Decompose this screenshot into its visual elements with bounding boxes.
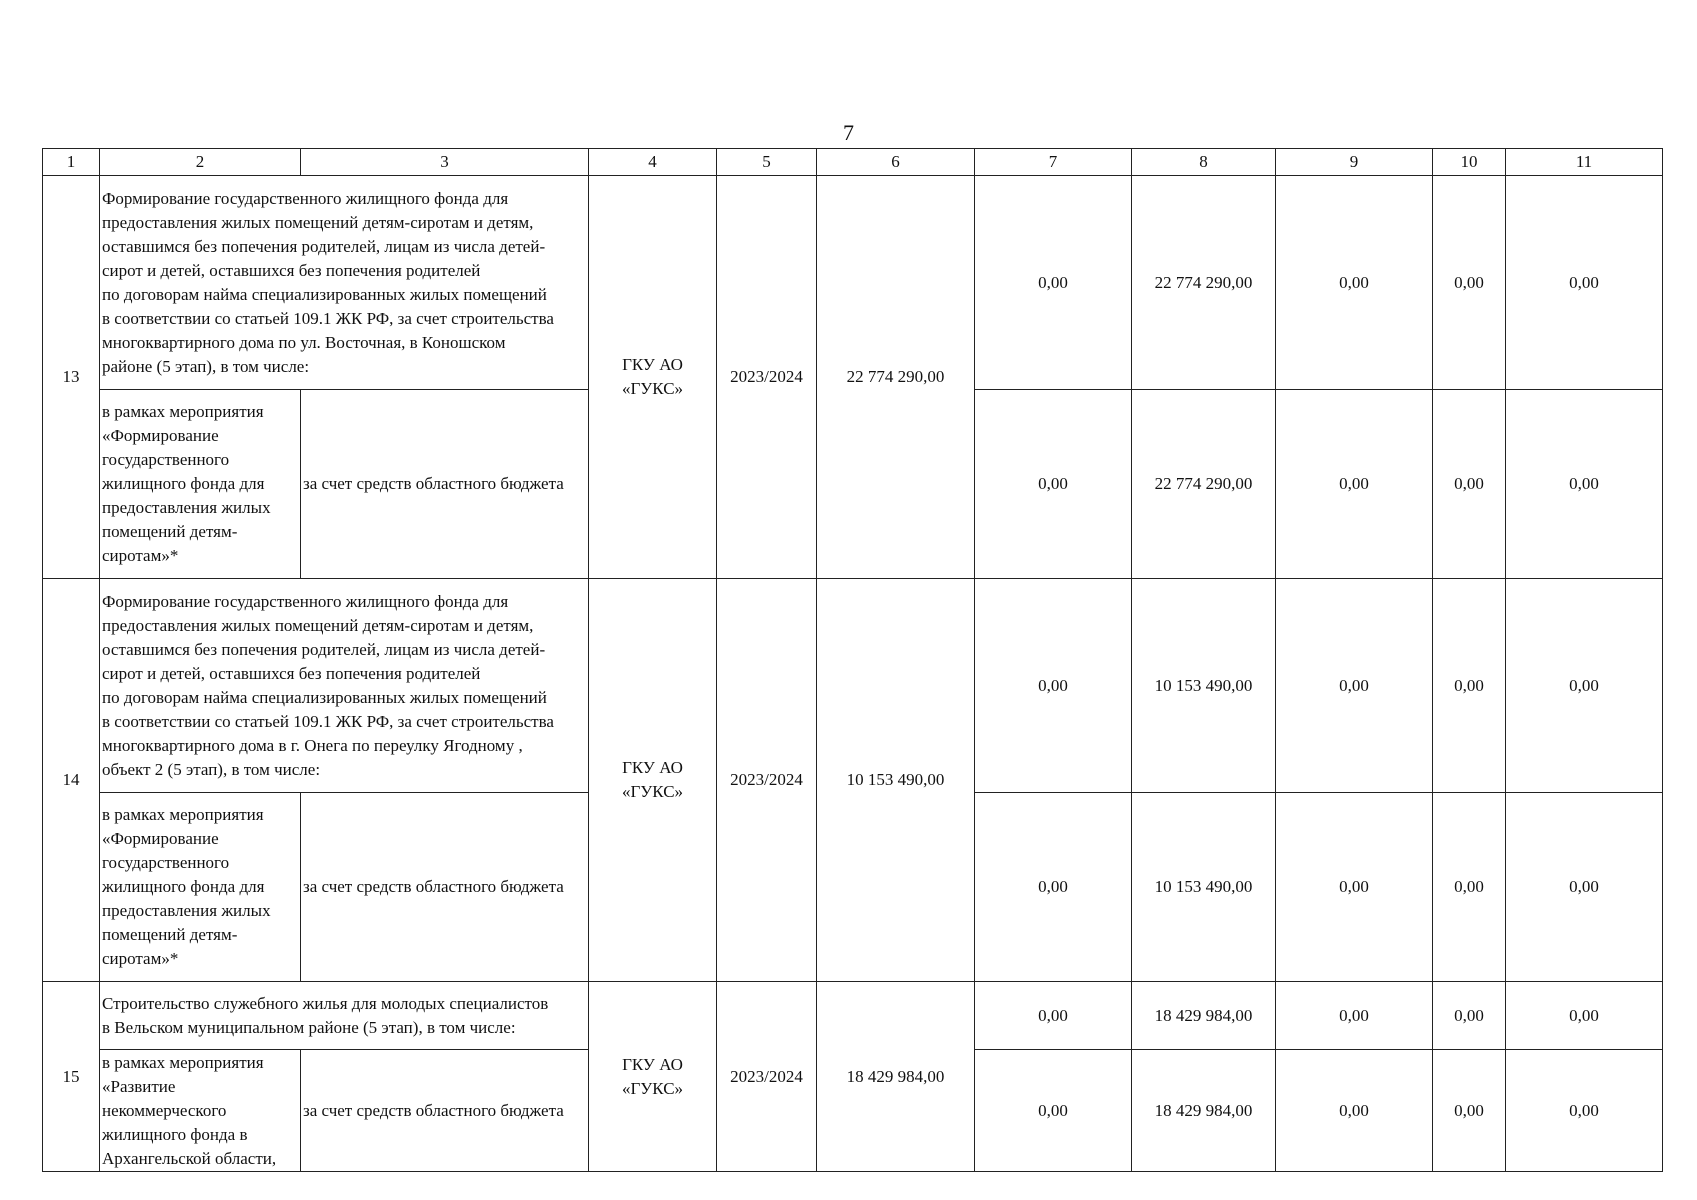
header-col-4: 4 bbox=[589, 149, 717, 176]
value-cell: 0,00 bbox=[1276, 793, 1433, 982]
value-cell: 0,00 bbox=[1506, 390, 1663, 579]
header-col-9: 9 bbox=[1276, 149, 1433, 176]
period: 2023/2024 bbox=[717, 982, 817, 1172]
value-cell: 0,00 bbox=[1506, 982, 1663, 1050]
header-col-6: 6 bbox=[817, 149, 975, 176]
value-cell: 10 153 490,00 bbox=[1132, 793, 1276, 982]
row-number: 14 bbox=[43, 579, 100, 982]
executor: ГКУ АО «ГУКС» bbox=[589, 176, 717, 579]
value-cell: 0,00 bbox=[1276, 1050, 1433, 1172]
value-cell: 0,00 bbox=[1276, 390, 1433, 579]
funding-source: за счет средств областного бюджета bbox=[301, 1050, 589, 1172]
value-cell: 0,00 bbox=[1506, 793, 1663, 982]
value-cell: 0,00 bbox=[1506, 176, 1663, 390]
budget-table bbox=[42, 148, 1663, 1172]
header-col-3: 3 bbox=[301, 149, 589, 176]
value-cell: 0,00 bbox=[975, 793, 1132, 982]
total-amount: 18 429 984,00 bbox=[817, 982, 975, 1172]
sub-activity-description: в рамках мероприятия «Формирование государственного жилищного фонда для предоставления жилых помещений детям- сиротам»* bbox=[100, 793, 301, 982]
period: 2023/2024 bbox=[717, 579, 817, 982]
header-col-1: 1 bbox=[43, 149, 100, 176]
funding-source: за счет средств областного бюджета bbox=[301, 793, 589, 982]
value-cell: 0,00 bbox=[1433, 579, 1506, 793]
value-cell: 0,00 bbox=[975, 1050, 1132, 1172]
activity-description: Формирование государственного жилищного фонда для предоставления жилых помещений детям-сиротам и детям, оставшимся без попечения родителей, лицам из числа детей- сирот и детей, оставшихся без попечения родителей по договорам найма специализированных жилых помещений в соответствии со статьей 109.1 ЖК РФ, за счет строительства многоквартирного дома в г. Онега по переулку Ягодному , объект 2 (5 этап), в том числе: bbox=[100, 579, 589, 793]
header-col-5: 5 bbox=[717, 149, 817, 176]
value-cell: 18 429 984,00 bbox=[1132, 1050, 1276, 1172]
value-cell: 10 153 490,00 bbox=[1132, 579, 1276, 793]
executor: ГКУ АО «ГУКС» bbox=[589, 982, 717, 1172]
table-row bbox=[43, 982, 1663, 1050]
value-cell: 0,00 bbox=[975, 579, 1132, 793]
value-cell: 22 774 290,00 bbox=[1132, 176, 1276, 390]
period: 2023/2024 bbox=[717, 176, 817, 579]
value-cell: 0,00 bbox=[1506, 1050, 1663, 1172]
total-amount: 22 774 290,00 bbox=[817, 176, 975, 579]
page-number: 7 bbox=[843, 120, 854, 145]
value-cell: 0,00 bbox=[975, 982, 1132, 1050]
activity-description: Формирование государственного жилищного фонда для предоставления жилых помещений детям-сиротам и детям, оставшимся без попечения родителей, лицам из числа детей- сирот и детей, оставшихся без попечения родителей по договорам найма специализированных жилых помещений в соответствии со статьей 109.1 ЖК РФ, за счет строительства многоквартирного дома по ул. Восточная, в Коношском районе (5 этап), в том числе: bbox=[100, 176, 589, 390]
value-cell: 0,00 bbox=[1506, 579, 1663, 793]
value-cell: 0,00 bbox=[1433, 982, 1506, 1050]
header-row bbox=[43, 149, 1663, 176]
value-cell: 0,00 bbox=[1276, 982, 1433, 1050]
value-cell: 22 774 290,00 bbox=[1132, 390, 1276, 579]
row-number: 15 bbox=[43, 982, 100, 1172]
value-cell: 18 429 984,00 bbox=[1132, 982, 1276, 1050]
sub-activity-description: в рамках мероприятия «Развитие некоммерческого жилищного фонда в Архангельской области, bbox=[100, 1050, 301, 1172]
total-amount: 10 153 490,00 bbox=[817, 579, 975, 982]
activity-description: Строительство служебного жилья для молодых специалистов в Вельском муниципальном районе (5 этап), в том числе: bbox=[100, 982, 589, 1050]
value-cell: 0,00 bbox=[975, 176, 1132, 390]
sub-activity-description: в рамках мероприятия «Формирование государственного жилищного фонда для предоставления жилых помещений детям- сиротам»* bbox=[100, 390, 301, 579]
value-cell: 0,00 bbox=[1276, 579, 1433, 793]
table-row bbox=[43, 579, 1663, 793]
value-cell: 0,00 bbox=[1433, 176, 1506, 390]
value-cell: 0,00 bbox=[975, 390, 1132, 579]
value-cell: 0,00 bbox=[1433, 793, 1506, 982]
executor: ГКУ АО «ГУКС» bbox=[589, 579, 717, 982]
value-cell: 0,00 bbox=[1433, 1050, 1506, 1172]
value-cell: 0,00 bbox=[1276, 176, 1433, 390]
header-col-11: 11 bbox=[1506, 149, 1663, 176]
value-cell: 0,00 bbox=[1433, 390, 1506, 579]
funding-source: за счет средств областного бюджета bbox=[301, 390, 589, 579]
header-col-2: 2 bbox=[100, 149, 301, 176]
row-number: 13 bbox=[43, 176, 100, 579]
table-row bbox=[43, 176, 1663, 390]
header-col-8: 8 bbox=[1132, 149, 1276, 176]
header-col-10: 10 bbox=[1433, 149, 1506, 176]
header-col-7: 7 bbox=[975, 149, 1132, 176]
